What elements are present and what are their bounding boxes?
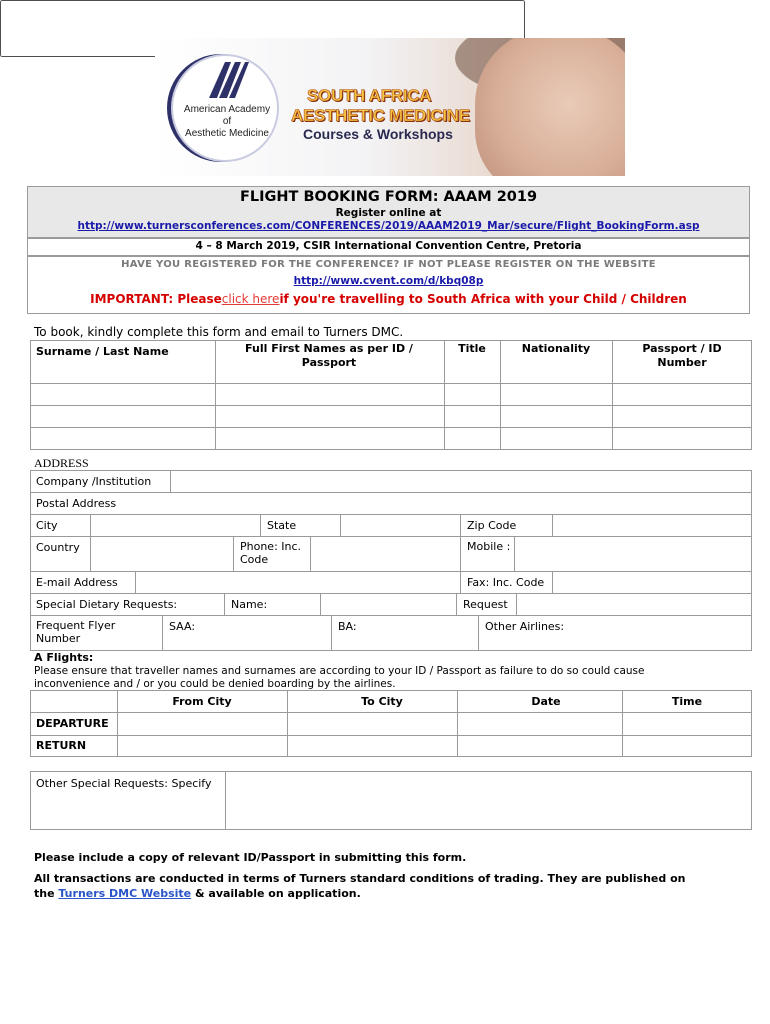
frequent-flyer-label: Frequent Flyer Number (36, 619, 116, 645)
ba-label: BA: (338, 620, 357, 633)
register-url-link[interactable]: http://www.turnersconferences.com/CONFERENCES/2019/AAAM2019_Mar/secure/Flight_BookingForm.asp (77, 220, 700, 232)
saa-label: SAA: (169, 620, 196, 633)
passenger-2-first-names-input[interactable] (216, 406, 443, 427)
phone-input[interactable] (311, 537, 459, 571)
departure-to-input[interactable] (288, 713, 456, 734)
mobile-label: Mobile : (467, 540, 511, 553)
city-input[interactable] (91, 515, 259, 536)
banner-photo-face (475, 38, 625, 176)
passenger-1-surname-input[interactable] (31, 384, 214, 405)
other-airlines-label: Other Airlines: (485, 620, 565, 633)
conference-banner (155, 38, 625, 176)
aaam-logo (171, 54, 279, 162)
flights-heading: A Flights: (34, 651, 94, 664)
postal-label: Postal Address (36, 497, 117, 510)
passenger-2-surname-input[interactable] (31, 406, 214, 427)
col-surname: Surname / Last Name (36, 345, 169, 358)
state-label: State (267, 519, 297, 532)
banner-title-line2: AESTHETIC MEDICINE (291, 106, 470, 125)
dietary-request-input[interactable] (517, 594, 751, 615)
flights-note-line2: inconvenience and / or you could be denied boarding by the airlines. (34, 678, 396, 690)
col-first-names: Full First Names as per ID / Passport (245, 342, 413, 369)
banner-title-line3: Courses & Workshops (303, 126, 453, 142)
passenger-3-surname-input[interactable] (31, 428, 214, 449)
terms-line2 (34, 887, 361, 900)
dietary-label: Special Dietary Requests: (36, 598, 178, 611)
row-return: RETURN (36, 739, 87, 752)
cvent-link[interactable]: http://www.cvent.com/d/kbq08p (293, 275, 484, 287)
logo-text-line: American Academy (183, 104, 271, 115)
logo-text-line: of (222, 116, 232, 127)
col-nationality: Nationality (521, 342, 591, 355)
return-from-input[interactable] (118, 736, 286, 756)
zip-input[interactable] (553, 515, 751, 536)
col-to-city: To City (361, 695, 403, 708)
dietary-name-label: Name: (231, 598, 268, 611)
email-label: E-mail Address (36, 576, 118, 589)
return-date-input[interactable] (458, 736, 621, 756)
departure-from-input[interactable] (118, 713, 286, 734)
departure-time-input[interactable] (623, 713, 751, 734)
ba-input[interactable] (360, 616, 477, 650)
col-time: Time (671, 695, 703, 708)
important-prefix: IMPORTANT: Please (90, 292, 222, 306)
logo-text (181, 104, 273, 140)
special-requests-label: Other Special Requests: Specify (36, 777, 212, 790)
other-airlines-input[interactable] (580, 616, 751, 650)
register-label: Register online at (335, 207, 442, 219)
form-title: FLIGHT BOOKING FORM: AAAM 2019 (239, 189, 538, 205)
dietary-name-input[interactable] (321, 594, 455, 615)
booking-intro: To book, kindly complete this form and email to Turners DMC. (34, 325, 404, 339)
terms-line1: All transactions are conducted in terms of Turners standard conditions of trading. They are published on (34, 872, 686, 885)
email-input[interactable] (136, 572, 459, 593)
dietary-request-label: Request (463, 598, 508, 611)
flights-note-line1: Please ensure that traveller names and surnames are according to your ID / Passport as failure to do so could cause (34, 665, 645, 677)
saa-input[interactable] (200, 616, 330, 650)
id-note: Please include a copy of relevant ID/Passport in submitting this form. (34, 851, 467, 864)
zip-label: Zip Code (467, 519, 517, 532)
country-label: Country (36, 541, 80, 554)
terms-prefix: the (34, 887, 59, 900)
departure-date-input[interactable] (458, 713, 621, 734)
conference-dates: 4 – 8 March 2019, CSIR International Convention Centre, Pretoria (195, 240, 582, 252)
col-from-city: From City (172, 695, 232, 708)
address-label: ADDRESS (34, 456, 89, 470)
country-input[interactable] (91, 537, 232, 571)
important-suffix: if you're travelling to South Africa with your Child / Children (279, 292, 687, 306)
click-here-link[interactable]: click here (221, 292, 280, 306)
fax-input[interactable] (553, 572, 751, 593)
return-to-input[interactable] (288, 736, 456, 756)
phone-label: Phone: Inc. Code (240, 540, 302, 566)
turners-website-link[interactable]: Turners DMC Website (58, 887, 192, 900)
logo-text-line: Aesthetic Medicine (185, 128, 269, 139)
postal-input[interactable] (130, 493, 750, 514)
company-input[interactable] (171, 471, 751, 492)
state-input[interactable] (341, 515, 459, 536)
company-label: Company /Institution (36, 475, 152, 488)
col-passport: Passport / ID Number (642, 342, 722, 369)
col-date: Date (531, 695, 561, 708)
fax-label: Fax: Inc. Code (467, 576, 545, 589)
city-label: City (36, 519, 58, 532)
passenger-1-first-names-input[interactable] (216, 384, 443, 405)
important-notice (27, 292, 750, 306)
banner-title-line1: SOUTH AFRICA (307, 86, 432, 105)
aaam-logo-mark-icon (205, 60, 249, 100)
row-departure: DEPARTURE (36, 717, 109, 730)
terms-suffix: & available on application. (191, 887, 361, 900)
col-title: Title (458, 342, 486, 355)
registered-question: HAVE YOU REGISTERED FOR THE CONFERENCE? IF NOT PLEASE REGISTER ON THE WEBSITE (121, 259, 656, 270)
return-time-input[interactable] (623, 736, 751, 756)
mobile-input[interactable] (515, 537, 751, 571)
passenger-3-first-names-input[interactable] (216, 428, 443, 449)
